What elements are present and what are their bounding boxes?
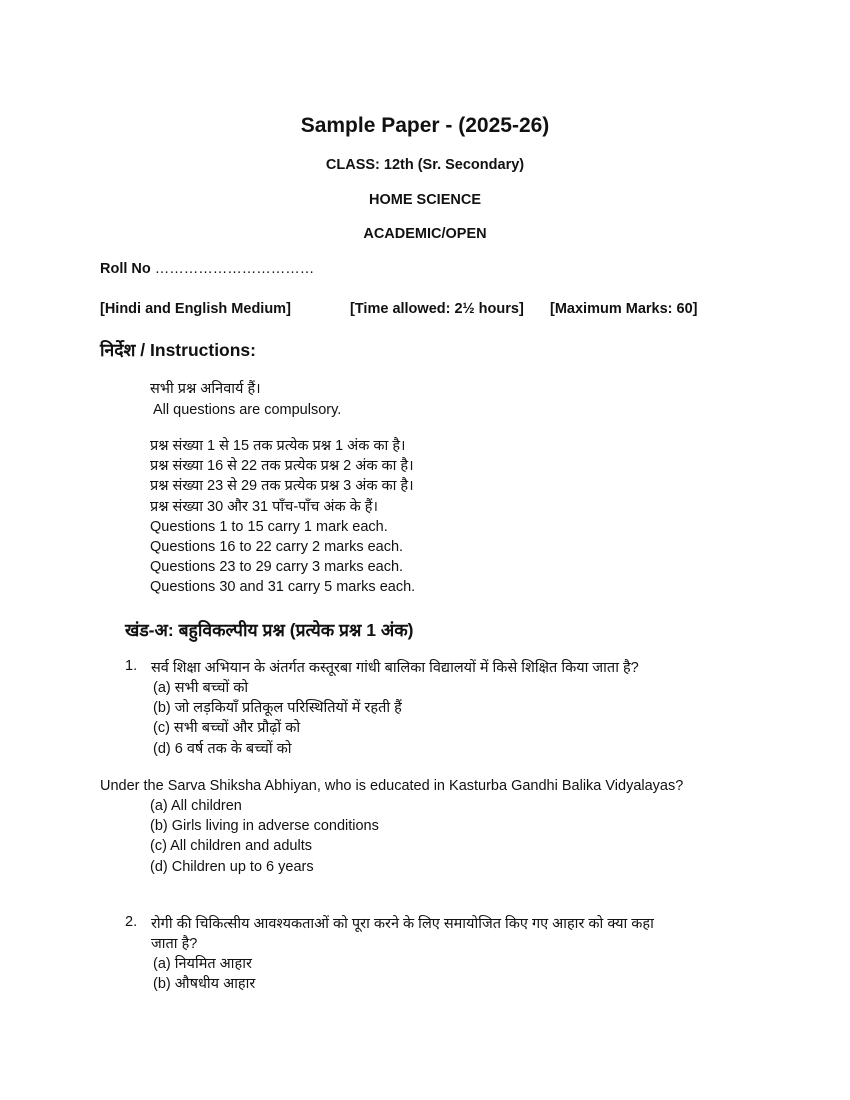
option-a-english: (a) All children bbox=[150, 798, 242, 814]
option-c-english: (c) All children and adults bbox=[150, 838, 312, 855]
marks-line: Questions 1 to 15 carry 1 mark each. bbox=[150, 518, 388, 535]
marks-distribution-list bbox=[150, 436, 415, 598]
section-a-heading: खंड-अ: बहुविकल्पीय प्रश्न (प्रत्येक प्रश्न 1 अंक) bbox=[125, 620, 414, 640]
question-2-number: 2. bbox=[125, 914, 138, 930]
option-d-hindi: (d) 6 वर्ष तक के बच्चों को bbox=[153, 740, 292, 757]
question-2-text-hindi-line2: जाता है? bbox=[151, 936, 198, 952]
option-b-english: (b) Girls living in adverse conditions bbox=[150, 818, 379, 835]
stream-line: ACADEMIC/OPEN bbox=[363, 226, 487, 242]
marks-line: प्रश्न संख्या 1 से 15 तक प्रत्येक प्रश्न 1 अंक का है। bbox=[150, 438, 406, 454]
marks-line: Questions 30 and 31 carry 5 marks each. bbox=[150, 579, 416, 596]
time-allowed-label: [Time allowed: 2½ hours] bbox=[350, 301, 524, 317]
instructions-heading: निर्देश / Instructions: bbox=[100, 340, 256, 360]
paper-title: Sample Paper - (2025-26) bbox=[300, 114, 550, 137]
option-b-hindi: (b) औषधीय आहार bbox=[153, 976, 256, 993]
option-b-hindi: (b) जो लड़कियाँ प्रतिकूल परिस्थितियों में रहती हैं bbox=[153, 700, 402, 717]
compulsory-hindi: सभी प्रश्न अनिवार्य हैं। bbox=[150, 381, 261, 397]
option-a-hindi: (a) सभी बच्चों को bbox=[153, 680, 249, 696]
question-1-number: 1. bbox=[125, 658, 138, 674]
roll-no-row bbox=[100, 259, 314, 279]
option-c-hindi: (c) सभी बच्चों और प्रौढ़ों को bbox=[153, 720, 301, 737]
question-2-options-hindi bbox=[153, 954, 255, 994]
question-1-text-english: Under the Sarva Shiksha Abhiyan, who is educated in Kasturba Gandhi Balika Vidyalayas? bbox=[100, 778, 684, 794]
roll-no-label: Roll No bbox=[100, 261, 151, 277]
compulsory-english: All questions are compulsory. bbox=[153, 402, 342, 418]
question-2-text-hindi-line1: रोगी की चिकित्सीय आवश्यकताओं को पूरा करने के लिए समायोजित किए गए आहार को क्या कहा bbox=[151, 916, 654, 932]
marks-line: प्रश्न संख्या 23 से 29 तक प्रत्येक प्रश्न 3 अंक का है। bbox=[150, 478, 414, 495]
question-1-options-hindi bbox=[153, 678, 402, 759]
subject-line: HOME SCIENCE bbox=[369, 192, 481, 208]
marks-line: प्रश्न संख्या 16 से 22 तक प्रत्येक प्रश्न 2 अंक का है। bbox=[150, 458, 414, 475]
marks-line: Questions 16 to 22 carry 2 marks each. bbox=[150, 538, 404, 555]
marks-line: प्रश्न संख्या 30 और 31 पाँच-पाँच अंक के हैं। bbox=[150, 498, 378, 515]
medium-label: [Hindi and English Medium] bbox=[100, 301, 291, 317]
option-d-english: (d) Children up to 6 years bbox=[150, 858, 314, 875]
question-1-options-english bbox=[150, 796, 379, 877]
option-a-hindi: (a) नियमित आहार bbox=[153, 956, 252, 972]
marks-line: Questions 23 to 29 carry 3 marks each. bbox=[150, 559, 404, 576]
class-line: CLASS: 12th (Sr. Secondary) bbox=[325, 157, 525, 173]
max-marks-label: [Maximum Marks: 60] bbox=[550, 301, 698, 317]
roll-no-blank: …………………………… bbox=[154, 261, 315, 277]
question-1-text-hindi: सर्व शिक्षा अभियान के अंतर्गत कस्तूरबा गांधी बालिका विद्यालयों में किसे शिक्षित किया जाता है? bbox=[151, 660, 639, 676]
